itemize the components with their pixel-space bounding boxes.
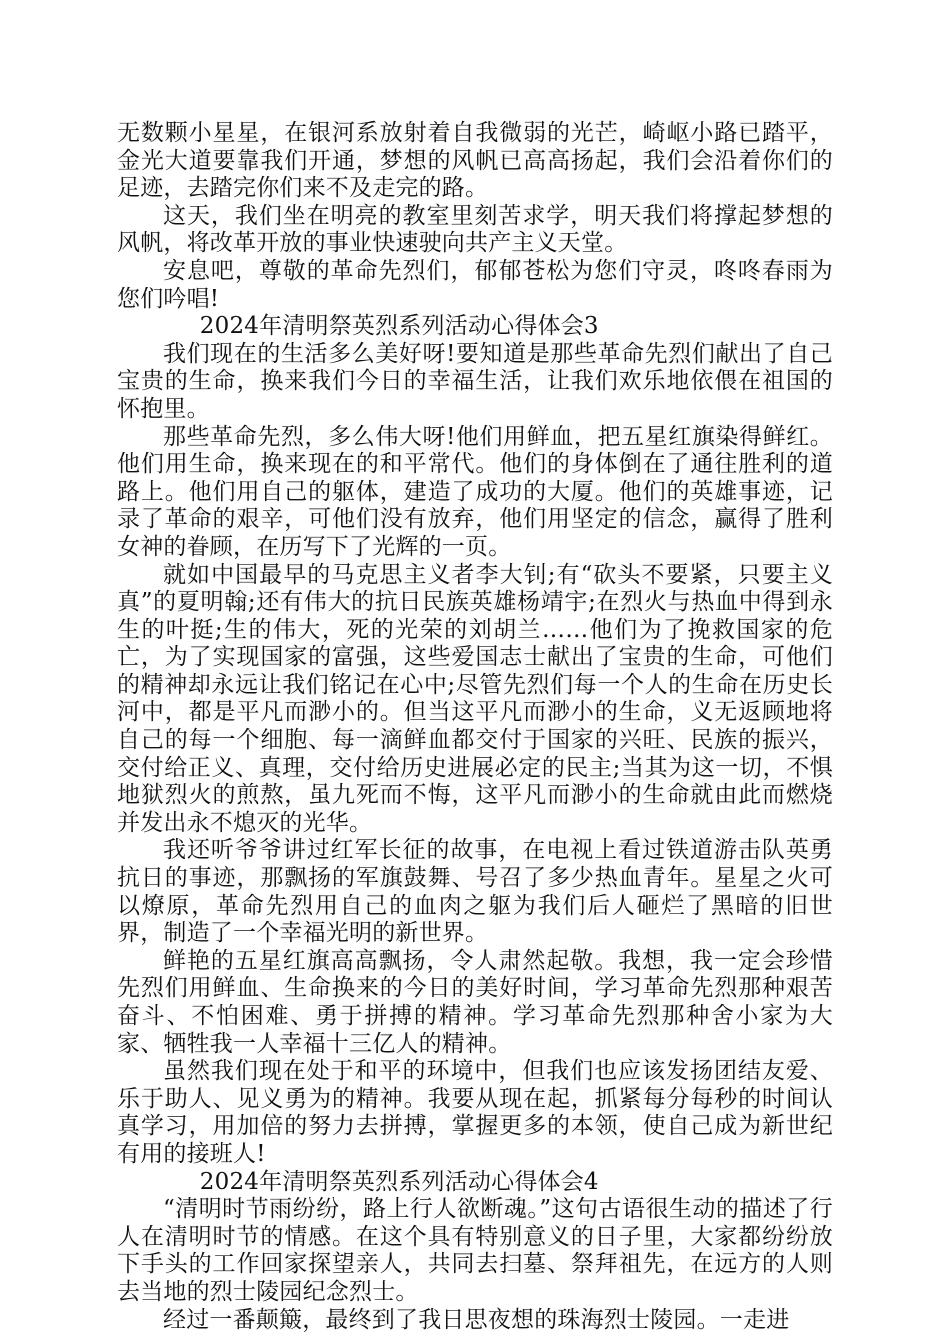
paragraph-6: 就如中国最早的马克思主义者李大钊;有“砍头不要紧，只要主义真”的夏明翰;还有伟大的抗日民族英雄杨靖宇;在烈火与热血中得到永生的叶挺;生的伟大，死的光荣的刘胡兰……他们为了挽救国家的危亡，为了实现国家的富强，这些爱国志士献出了宝贵的生命，可他们的精神却永远让我们铭记在心中;尽管先烈们每一个人的生命在历史长河中，都是平凡而渺小的。但当这平凡而渺小的生命，义无返顾地将自己的每一个细胞、每一滴鲜血都交付于国家的兴旺、民族的振兴，交付给正义、真理，交付给历史进展必定的民主;当其为这一切，不惧地狱烈火的煎熬，虽九死而不悔，这平凡而渺小的生命就由此而燃烧并发出永不熄灭的光华。 [117,561,833,836]
paragraph-8: 鲜艳的五星红旗高高飘扬，令人肃然起敬。我想，我一定会珍惜先烈们用鲜血、生命换来的今日的美好时间，学习革命先烈那种艰苦奋斗、不怕困难、勇于拼搏的精神。学习革命先烈那种舍小家为大家、牺牲我一人幸福十三亿人的精神。 [117,947,833,1057]
paragraph-4: 我们现在的生活多么美好呀!要知道是那些革命先烈们献出了自己宝贵的生命，换来我们今日的幸福生活，让我们欢乐地依偎在祖国的怀抱里。 [117,340,833,422]
document-page [117,120,833,1334]
paragraph-5: 那些革命先烈，多么伟大呀!他们用鲜血，把五星红旗染得鲜红。他们用生命，换来现在的和平常代。他们的身体倒在了通往胜利的道路上。他们用自己的躯体，建造了成功的大厦。他们的英雄事迹，记录了革命的艰辛，可他们没有放弃，他们用坚定的信念，赢得了胜利女神的眷顾，在历写下了光辉的一页。 [117,423,833,560]
paragraph-7: 我还听爷爷讲过红军长征的故事，在电视上看过铁道游击队英勇抗日的事迹，那飘扬的军旗鼓舞、号召了多少热血青年。星星之火可以燎原，革命先烈用自己的血肉之躯为我们后人砸烂了黑暗的旧世界，制造了一个幸福光明的新世界。 [117,837,833,947]
section-heading-4: 2024年清明祭英烈系列活动心得体会4 [199,1168,599,1195]
paragraph-2: 这天，我们坐在明亮的教室里刻苦求学，明天我们将撑起梦想的风帆，将改革开放的事业快速驶向共产主义天堂。 [117,202,833,257]
paragraph-1: 无数颗小星星，在银河系放射着自我微弱的光芒，崎岖小路已踏平，金光大道要靠我们开通，梦想的风帆已高高扬起，我们会沿着你们的足迹，去踏完你们来不及走完的路。 [117,120,833,202]
section-heading-3: 2024年清明祭英烈系列活动心得体会3 [199,313,599,340]
paragraph-9: 虽然我们现在处于和平的环境中，但我们也应该发扬团结友爱、乐于助人、见义勇为的精神。我要从现在起，抓紧每分每秒的时间认真学习，用加倍的努力去拼搏，掌握更多的本领，使自己成为新世纪有用的接班人! [117,1058,833,1167]
paragraph-3: 安息吧，尊敬的革命先烈们，郁郁苍松为您们守灵，咚咚春雨为您们吟唱! [117,257,833,312]
paragraph-10: “清明时节雨纷纷，路上行人欲断魂。”这句古语很生动的描述了行人在清明时节的情感。在这个具有特别意义的日子里，大家都纷纷放下手头的工作回家探望亲人，共同去扫墓、祭拜祖先，在远方的人则去当地的烈士陵园纪念烈士。 [117,1196,833,1305]
paragraph-11: 经过一番颠簸，最终到了我日思夜想的珠海烈士陵园。一走进 [163,1306,790,1333]
